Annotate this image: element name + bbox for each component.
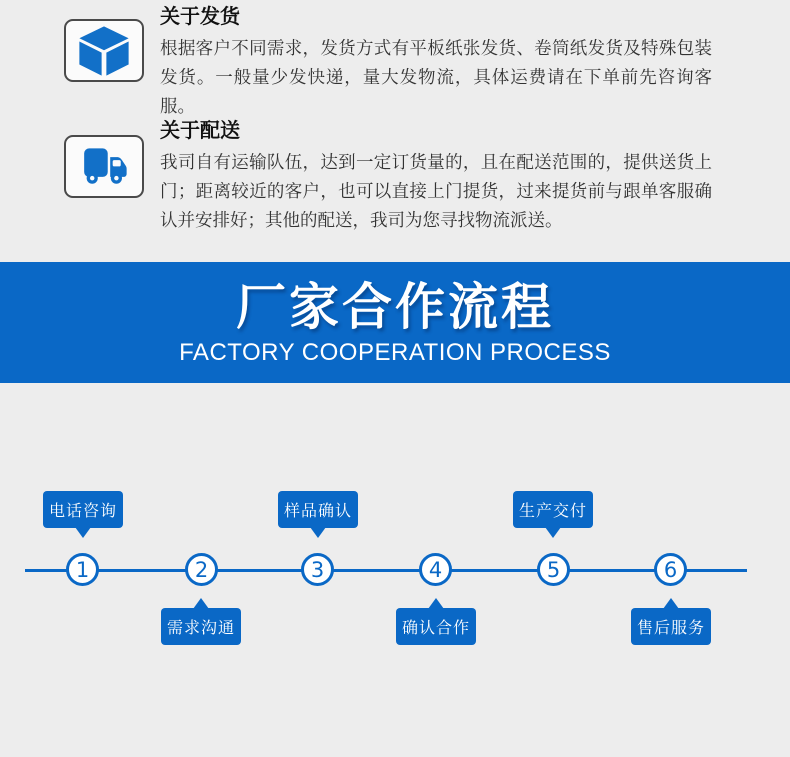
step-label-text: 电话咨询 bbox=[48, 503, 117, 520]
banner-subtitle: FACTORY COOPERATION PROCESS bbox=[179, 338, 611, 366]
step-label-text: 售后服务 bbox=[636, 620, 705, 637]
step-number: 3 bbox=[310, 557, 325, 582]
step-label-production-delivery bbox=[513, 491, 593, 528]
step-label-after-sales bbox=[631, 608, 711, 645]
step-circle-4 bbox=[419, 553, 452, 586]
shipping-icon-box bbox=[64, 19, 144, 82]
delivery-info-section bbox=[160, 119, 712, 235]
step-label-text: 确认合作 bbox=[401, 620, 470, 637]
banner-title: 厂家合作流程 bbox=[236, 278, 554, 335]
step-number: 1 bbox=[75, 557, 90, 582]
step-number: 5 bbox=[546, 557, 561, 582]
step-number: 4 bbox=[428, 557, 443, 582]
step-number: 2 bbox=[194, 557, 209, 582]
bubble-tail bbox=[663, 598, 679, 609]
bubble-tail bbox=[310, 527, 326, 538]
step-label-phone-consult bbox=[43, 491, 123, 528]
cube-icon bbox=[75, 24, 133, 78]
shipping-title: 关于发货 bbox=[160, 6, 240, 28]
cooperation-process-banner bbox=[0, 262, 790, 383]
delivery-title: 关于配送 bbox=[160, 120, 240, 142]
step-label-text: 需求沟通 bbox=[166, 620, 235, 637]
bubble-tail bbox=[193, 598, 209, 609]
step-label-sample-confirm bbox=[278, 491, 358, 528]
step-label-requirement-comm bbox=[161, 608, 241, 645]
delivery-icon-box bbox=[64, 135, 144, 198]
truck-icon bbox=[73, 142, 135, 192]
shipping-body: 根据客户不同需求，发货方式有平板纸张发货、卷筒纸发货及特殊包装发货。一般量少发快递，量大发物流，具体运费请在下单前先咨询客服。 bbox=[160, 38, 712, 116]
step-circle-1 bbox=[66, 553, 99, 586]
step-label-text: 生产交付 bbox=[518, 503, 587, 520]
step-circle-6 bbox=[654, 553, 687, 586]
process-timeline-line bbox=[25, 569, 747, 572]
step-label-confirm-cooperation bbox=[396, 608, 476, 645]
bubble-tail bbox=[75, 527, 91, 538]
step-label-text: 样品确认 bbox=[283, 503, 352, 520]
bubble-tail bbox=[545, 527, 561, 538]
delivery-body: 我司自有运输队伍，达到一定订货量的，且在配送范围的，提供送货上门；距离较近的客户，也可以直接上门提货，过来提货前与跟单客服确认并安排好；其他的配送，我司为您寻找物流派送。 bbox=[160, 152, 712, 230]
step-circle-3 bbox=[301, 553, 334, 586]
step-number: 6 bbox=[663, 557, 678, 582]
bubble-tail bbox=[428, 598, 444, 609]
shipping-info-section bbox=[160, 5, 712, 121]
step-circle-5 bbox=[537, 553, 570, 586]
step-circle-2 bbox=[185, 553, 218, 586]
